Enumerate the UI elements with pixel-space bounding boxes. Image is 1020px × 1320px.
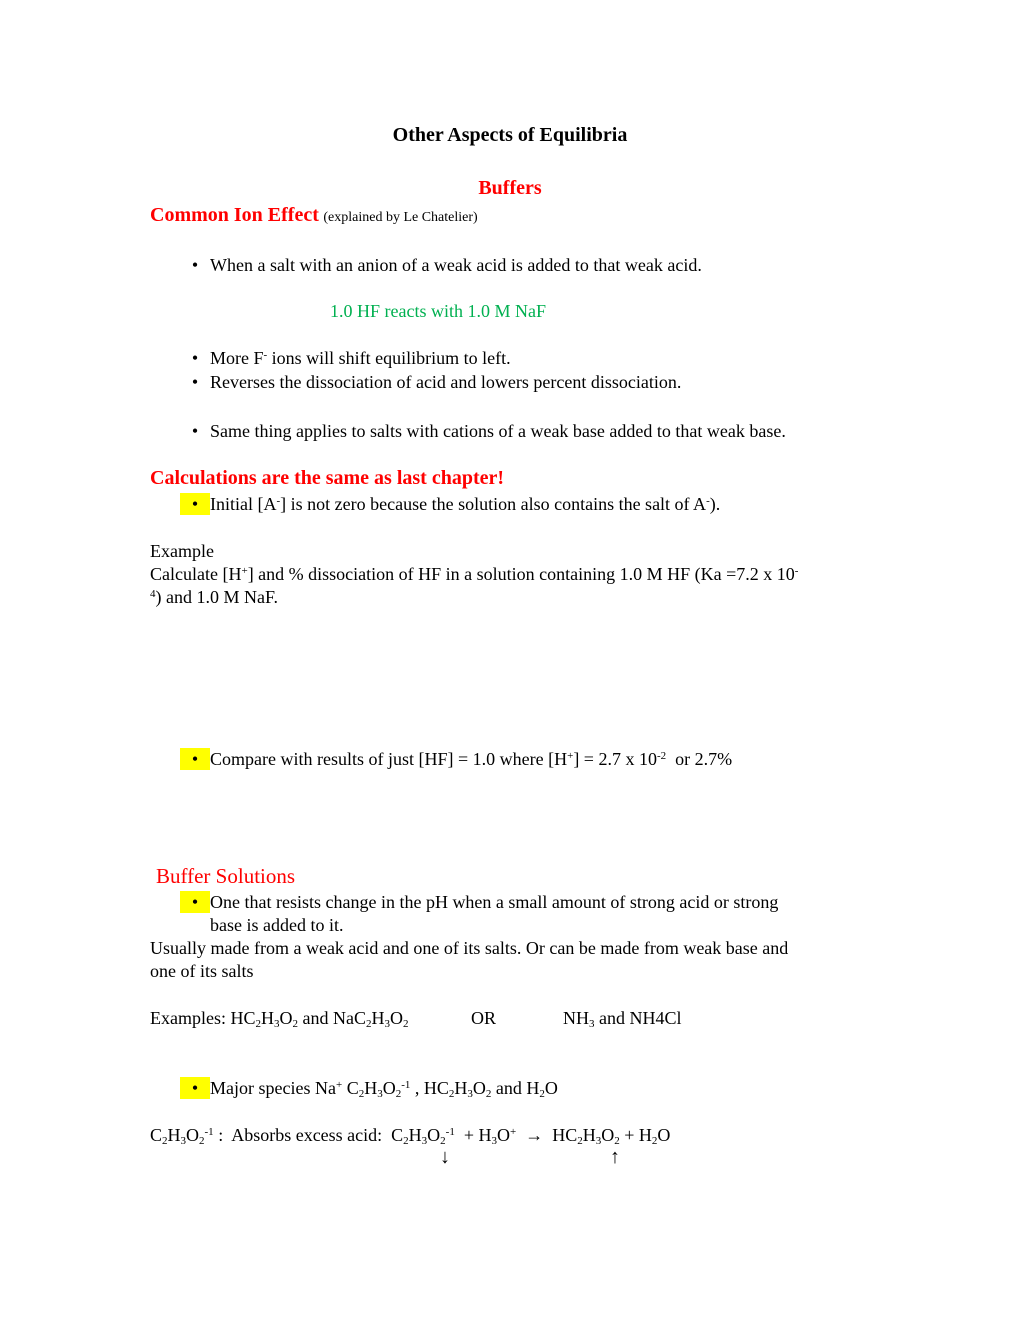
bullet-icon: • xyxy=(191,372,199,392)
list-item: • Reverses the dissociation of acid and lowers percent dissociation. xyxy=(180,371,681,393)
bullet-icon: • xyxy=(180,1077,210,1099)
bullet-icon: • xyxy=(191,421,199,441)
paragraph-line: one of its salts xyxy=(150,961,254,981)
or-text: OR xyxy=(471,1008,497,1028)
list-item: • Initial [A-] is not zero because the solution also contains the salt of A-). xyxy=(180,493,720,515)
page-title: Other Aspects of Equilibria xyxy=(392,124,628,146)
list-item-continuation: base is added to it. xyxy=(210,915,344,935)
buffer-solutions-heading: Buffer Solutions xyxy=(156,864,296,888)
paragraph-line: Usually made from a weak acid and one of its salts. Or can be made from weak base and xyxy=(150,938,789,958)
list-item: • More F- ions will shift equilibrium to left. xyxy=(180,347,511,369)
bullet-icon: • xyxy=(180,891,210,913)
list-item: • Same thing applies to salts with cations of a weak base added to that weak base. xyxy=(180,420,786,442)
example-line-2: $^4$) and 1.0 M NaF. xyxy=(150,587,279,607)
list-item: • When a salt with an anion of a weak acid is added to that weak acid. xyxy=(180,254,702,276)
section-heading-buffers: Buffers xyxy=(478,177,542,199)
example-label: Example xyxy=(150,541,214,561)
equation-line: $C_2H_3O_2^{-1}$ : Absorbs excess acid: $C_2H_3O_2^{-1} + H_3O^+ \to HC_2H_3O_2 + H_2O$ xyxy=(150,1125,671,1147)
arrow-up-icon: ↑ xyxy=(610,1146,620,1168)
example-line-1: Calculate [H+] and % dissociation of HF in a solution containing 1.0 M HF (Ka =7.2 x 10- xyxy=(150,564,799,584)
examples-base: $NH_3$ and NH4Cl xyxy=(563,1008,682,1030)
calculations-heading: Calculations are the same as last chapter! xyxy=(150,467,505,489)
common-ion-heading: Common Ion Effect (explained by Le Chatelier) xyxy=(150,204,478,226)
list-item: • Compare with results of just [HF] = 1.0 where [H+] = 2.7 x $10^{-2}$ or 2.7% xyxy=(180,748,732,770)
reaction-line: 1.0 HF reacts with 1.0 M NaF xyxy=(330,301,546,321)
bullet-icon: • xyxy=(191,255,199,275)
list-item: • Major species Na+ $C_2H_3O_2^{-1}$ , $HC_2H_3O_2$ and $H_2O$ xyxy=(180,1077,558,1099)
list-item: • One that resists change in the pH when a small amount of strong acid or strong xyxy=(180,891,778,913)
arrow-right-icon: → xyxy=(525,1125,544,1145)
bullet-icon: • xyxy=(191,348,199,368)
examples-line: Examples: $HC_2H_3O_2$ and $NaC_2H_3O_2$ xyxy=(150,1008,409,1030)
bullet-icon: • xyxy=(180,493,210,515)
bullet-icon: • xyxy=(180,748,210,770)
arrow-down-icon: ↓ xyxy=(440,1146,450,1168)
